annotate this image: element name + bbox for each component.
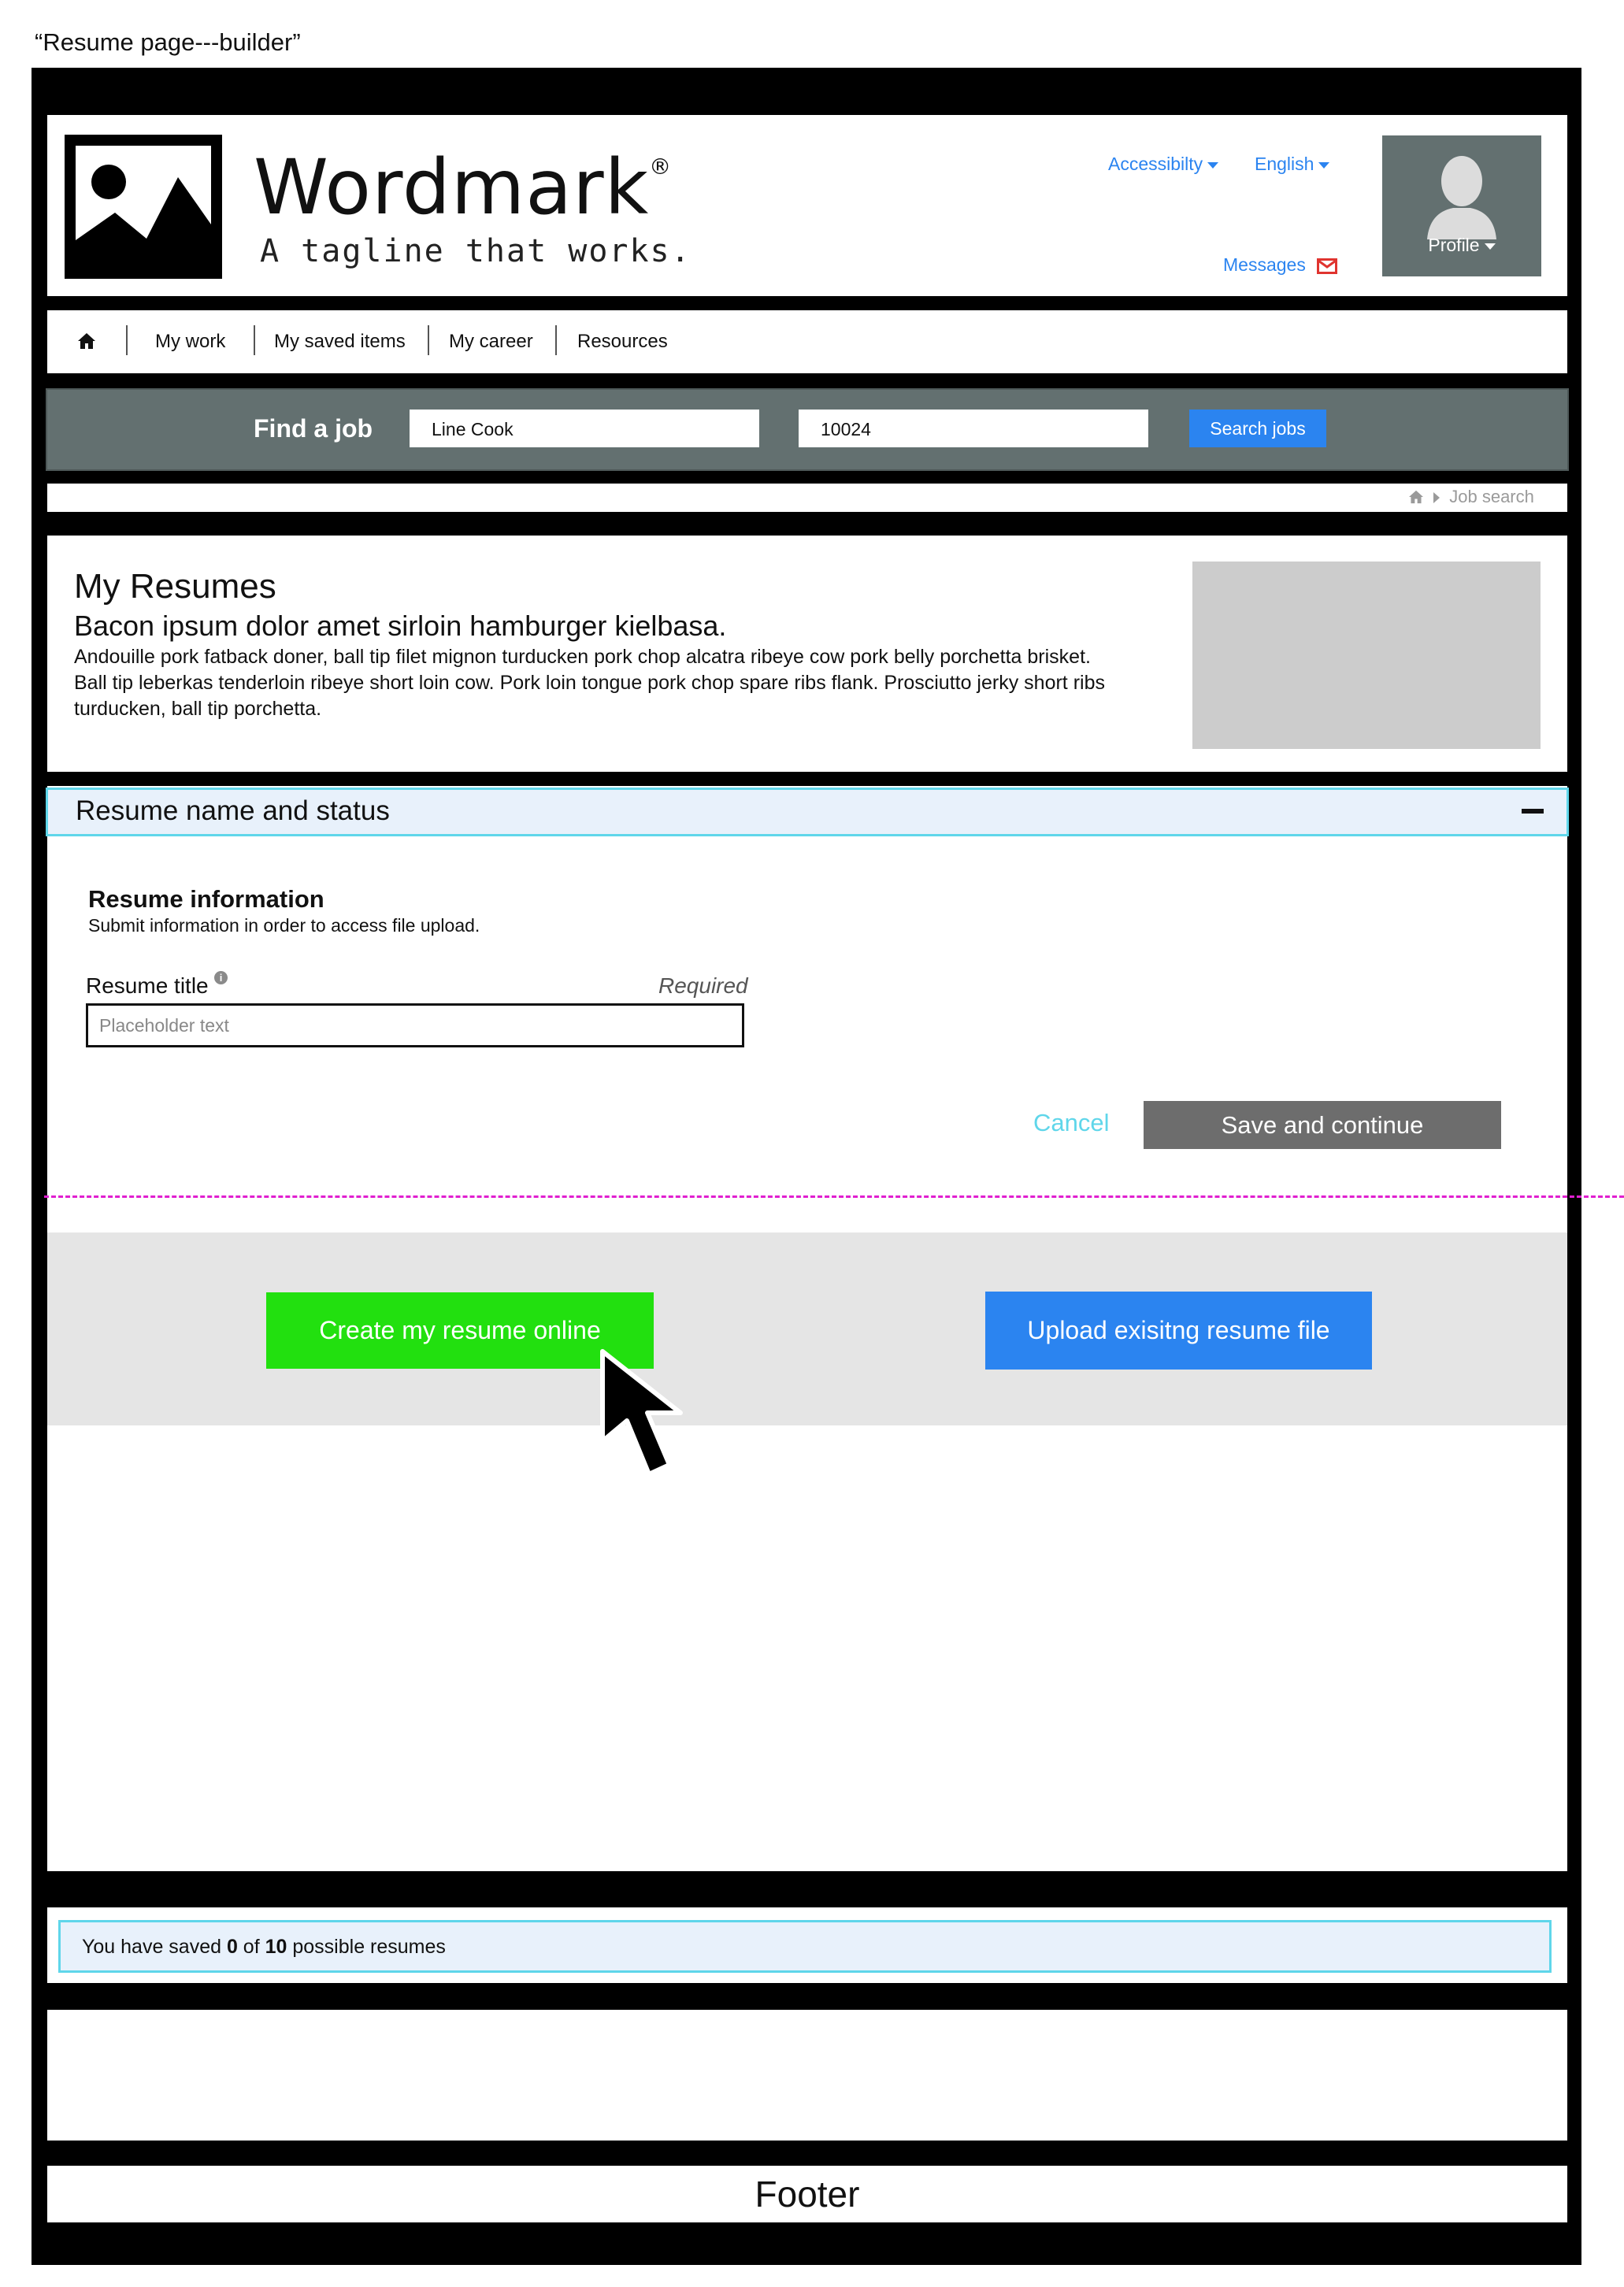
resume-title-label: Resume title (86, 973, 209, 998)
content-placeholder (47, 2010, 1567, 2141)
language-label: English (1255, 154, 1314, 174)
nav-divider (428, 325, 429, 355)
nav-item-my-work[interactable]: My work (155, 331, 226, 352)
footer: Footer (47, 2166, 1567, 2222)
saved-suffix: possible resumes (287, 1936, 446, 1958)
fold-divider (44, 1195, 1624, 1198)
zip-code-input[interactable]: 10024 (799, 410, 1148, 447)
messages-link[interactable] (1223, 254, 1337, 276)
info-icon[interactable]: i (214, 971, 228, 984)
job-title-input[interactable]: Line Cook (410, 410, 759, 447)
page-caption: “Resume page---builder” (35, 28, 301, 56)
nav-divider (555, 325, 557, 355)
page-title: My Resumes (74, 567, 276, 606)
nav-divider (254, 325, 255, 355)
image-placeholder-icon (76, 146, 211, 268)
accessibility-menu[interactable] (1108, 154, 1218, 175)
language-menu[interactable] (1255, 154, 1329, 175)
max-count: 10 (265, 1936, 287, 1958)
user-silhouette-icon (1382, 151, 1541, 246)
nav-item-resources[interactable]: Resources (577, 331, 668, 352)
envelope-icon (1317, 258, 1337, 274)
home-icon[interactable] (77, 332, 96, 350)
breadcrumb (47, 484, 1567, 512)
saved-count: 0 (226, 1936, 238, 1958)
intro-body: Andouille pork fatback doner, ball tip filet mignon turducken pork chop alcatra ribeye cow pork belly porchetta brisket. Ball tip leberkas tenderloin ribeye short loin cow. Pork loin tongue pork chop spare ribs flank. Prosciutto jerky short ribs turducken, ball tip porchetta. (74, 646, 1105, 720)
saved-status-text (82, 1936, 446, 1959)
caret-down-icon (1318, 162, 1329, 169)
intro-image-placeholder (1192, 562, 1541, 749)
minus-icon[interactable] (1522, 809, 1544, 814)
tagline: A tagline that works. (260, 233, 691, 269)
messages-label: Messages (1223, 254, 1306, 275)
search-jobs-button[interactable]: Search jobs (1189, 410, 1326, 447)
create-resume-online-button[interactable]: Create my resume online (266, 1292, 654, 1369)
page-subtitle: Bacon ipsum dolor amet sirloin hamburger kielbasa. (74, 610, 727, 642)
accessibility-label: Accessibilty (1108, 154, 1203, 174)
saved-prefix: You have saved (82, 1936, 227, 1958)
section-subtitle: Submit information in order to access file upload. (88, 915, 480, 936)
caret-down-icon (1207, 162, 1218, 169)
cancel-button[interactable]: Cancel (1033, 1109, 1110, 1136)
save-and-continue-button[interactable]: Save and continue (1144, 1101, 1501, 1149)
profile-label[interactable] (1382, 235, 1541, 256)
mouse-cursor-icon (599, 1348, 685, 1482)
nav-divider (126, 325, 128, 355)
wordmark-text: Wordmark (254, 143, 650, 232)
profile-text: Profile (1428, 235, 1480, 255)
wordmark (254, 143, 673, 232)
registered-mark: ® (649, 154, 673, 180)
home-icon[interactable] (1408, 490, 1424, 504)
saved-middle: of (237, 1936, 265, 1958)
breadcrumb-current[interactable]: Job search (1449, 487, 1534, 506)
breadcrumb-trail (1408, 487, 1534, 507)
find-job-label: Find a job (254, 414, 373, 443)
chevron-right-icon (1432, 491, 1441, 504)
caret-down-icon (1485, 243, 1496, 250)
nav-item-my-saved-items[interactable]: My saved items (274, 331, 406, 352)
accordion-title: Resume name and status (76, 795, 390, 826)
required-label: Required (658, 973, 748, 998)
section-title: Resume information (88, 885, 324, 913)
nav-item-my-career[interactable]: My career (449, 331, 533, 352)
upload-resume-button[interactable]: Upload exisitng resume file (985, 1292, 1372, 1370)
resume-title-input[interactable] (86, 1003, 744, 1047)
